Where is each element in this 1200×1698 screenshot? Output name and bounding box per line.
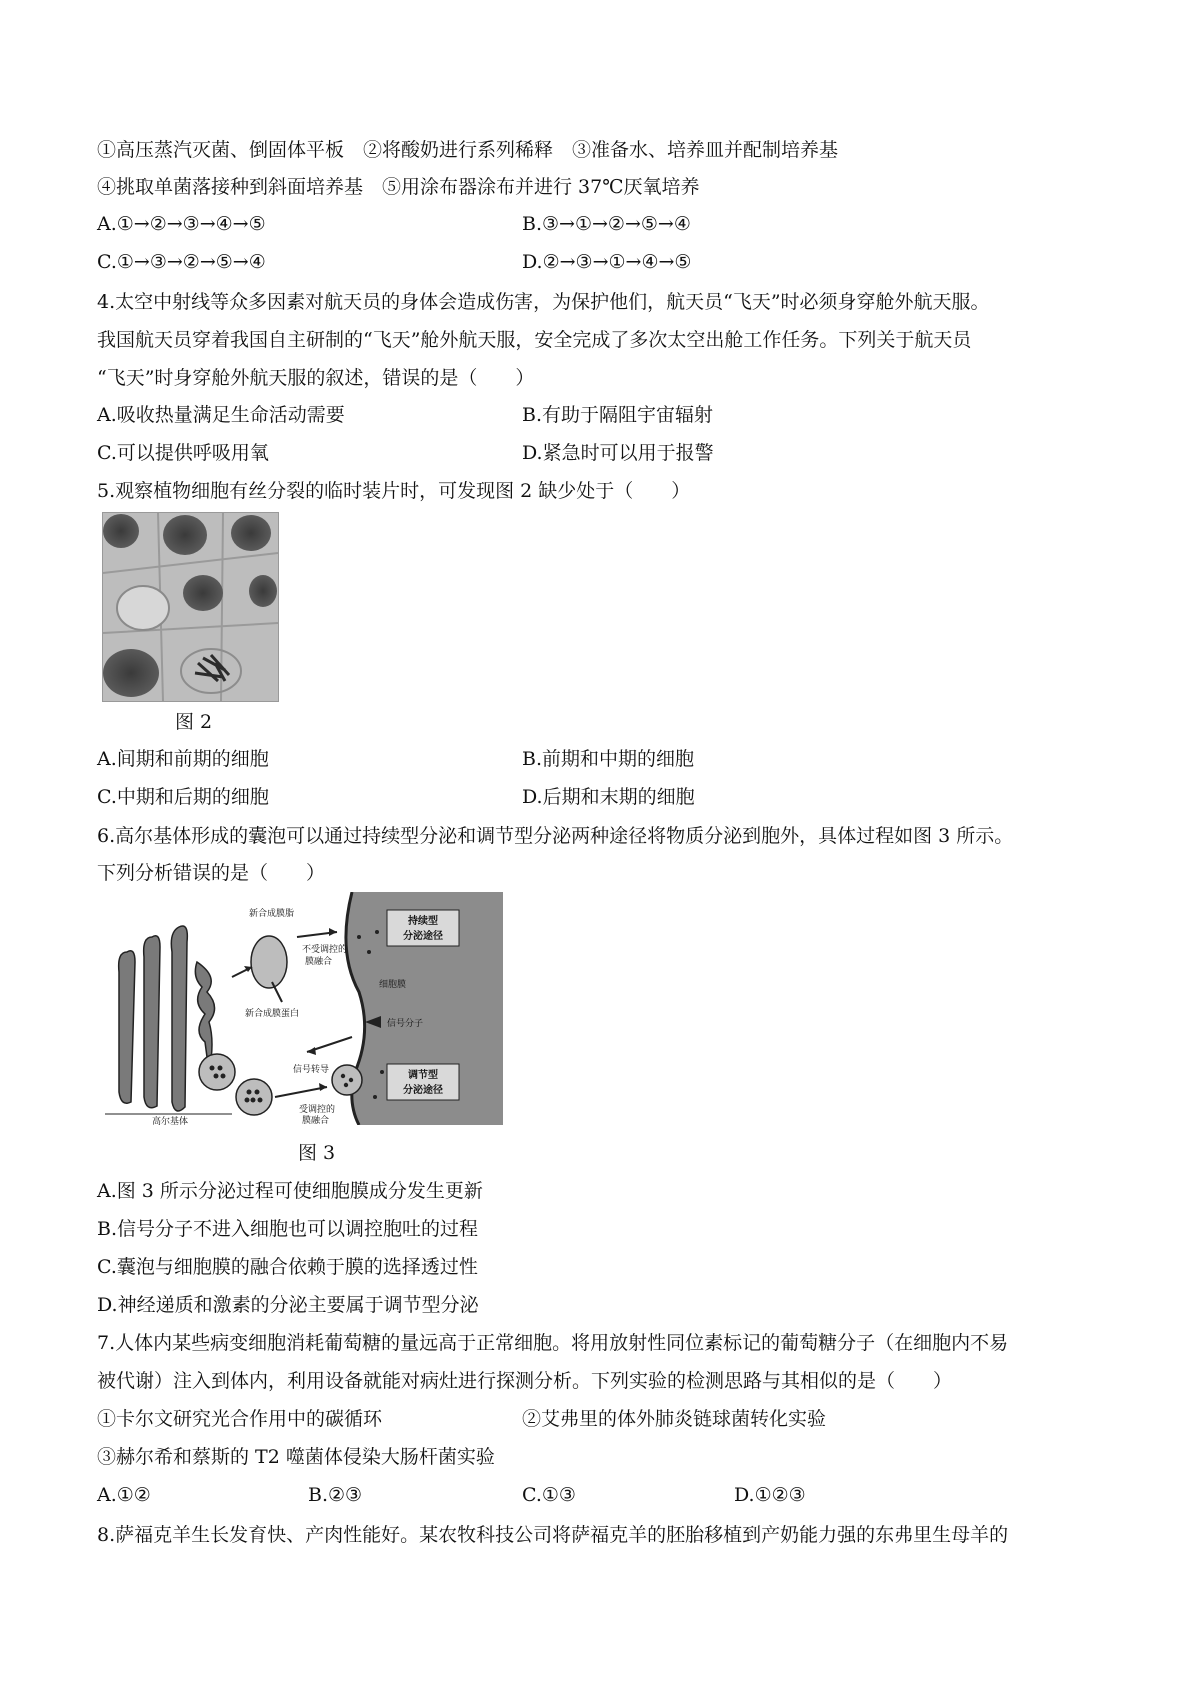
q4-option-a: A.吸收热量满足生命活动需要 (97, 404, 345, 426)
q4-option-c: C.可以提供呼吸用氧 (97, 442, 269, 464)
q7-option-b: B.②③ (308, 1484, 363, 1506)
q3-steps-line2: ④挑取单菌落接种到斜面培养基 ⑤用涂布器涂布并进行 37℃厌氧培养 (97, 176, 700, 198)
q3-option-b: B.③→①→②→⑤→④ (522, 213, 691, 235)
q4-stem-line2: 我国航天员穿着我国自主研制的“飞天”舱外航天服，安全完成了多次太空出舱工作任务。下列关于航天员 (97, 329, 972, 351)
q5-option-a: A.间期和前期的细胞 (97, 748, 269, 770)
q5-option-b: B.前期和中期的细胞 (522, 748, 695, 770)
q3-option-a: A.①→②→③→④→⑤ (97, 213, 266, 235)
label-new-membrane-protein: 新合成膜蛋白 (245, 1009, 300, 1019)
q5-stem: 5.观察植物细胞有丝分裂的临时装片时，可发现图 2 缺少处于（ ） (97, 480, 691, 502)
label-constitutive-2: 分泌途径 (403, 931, 443, 942)
label-unregulated-fusion-2: 膜融合 (305, 957, 333, 967)
label-signal-transduction: 信号转导 (293, 1065, 330, 1075)
q4-stem-line3: “飞天”时身穿舱外航天服的叙述，错误的是（ ） (97, 367, 535, 389)
q6-option-a: A.图 3 所示分泌过程可使细胞膜成分发生更新 (97, 1180, 483, 1202)
figure-3-caption: 图 3 (298, 1142, 336, 1164)
q4-option-d: D.紧急时可以用于报警 (522, 442, 714, 464)
q8-stem-line1: 8.萨福克羊生长发育快、产肉性能好。某农牧科技公司将萨福克羊的胚胎移植到产奶能力强的东弗里生母羊的 (97, 1524, 1009, 1546)
q7-option-a: A.①② (97, 1484, 151, 1506)
label-unregulated-fusion-1: 不受调控的 (302, 945, 348, 955)
q6-stem-line2: 下列分析错误的是（ ） (97, 862, 326, 884)
q3-option-d: D.②→③→①→④→⑤ (522, 251, 692, 273)
q7-stem-line1: 7.人体内某些病变细胞消耗葡萄糖的量远高于正常细胞。将用放射性同位素标记的葡萄糖分子（在细胞内不易 (97, 1332, 1009, 1354)
q3-option-c: C.①→③→②→⑤→④ (97, 251, 266, 273)
label-signal-molecule: 信号分子 (387, 1019, 424, 1029)
q7-option-c: C.①③ (522, 1484, 576, 1506)
q6-option-b: B.信号分子不进入细胞也可以调控胞吐的过程 (97, 1218, 479, 1240)
label-new-membrane-lipid: 新合成膜脂 (249, 909, 295, 919)
q3-steps-line1: ①高压蒸汽灭菌、倒固体平板 ②将酸奶进行系列稀释 ③准备水、培养皿并配制培养基 (97, 139, 839, 161)
q4-stem-line1: 4.太空中射线等众多因素对航天员的身体会造成伤害，为保护他们，航天员“飞天”时必须身穿舱外航天服。 (97, 291, 990, 313)
label-cell-membrane: 细胞膜 (379, 980, 407, 990)
q5-option-d: D.后期和末期的细胞 (522, 786, 695, 808)
label-regulated-fusion-1: 受调控的 (299, 1105, 336, 1115)
figure-2-micrograph (102, 512, 279, 702)
q7-item-3: ③赫尔希和蔡斯的 T2 噬菌体侵染大肠杆菌实验 (97, 1446, 495, 1468)
q7-item-2: ②艾弗里的体外肺炎链球菌转化实验 (522, 1408, 827, 1430)
figure-3-secretion-diagram (97, 892, 503, 1125)
label-regulated-fusion-2: 膜融合 (302, 1116, 330, 1125)
label-regulated-2: 分泌途径 (403, 1085, 443, 1096)
q5-option-c: C.中期和后期的细胞 (97, 786, 269, 808)
label-regulated-1: 调节型 (408, 1070, 438, 1081)
q7-item-1: ①卡尔文研究光合作用中的碳循环 (97, 1408, 383, 1430)
q7-option-d: D.①②③ (734, 1484, 806, 1506)
q6-option-d: D.神经递质和激素的分泌主要属于调节型分泌 (97, 1294, 479, 1316)
q6-stem-line1: 6.高尔基体形成的囊泡可以通过持续型分泌和调节型分泌两种途径将物质分泌到胞外，具体过程如图 3 所示。 (97, 825, 1014, 847)
label-golgi: 高尔基体 (152, 1117, 189, 1125)
q4-option-b: B.有助于隔阻宇宙辐射 (522, 404, 714, 426)
figure-2-caption: 图 2 (175, 711, 213, 733)
label-constitutive-1: 持续型 (408, 916, 438, 927)
q7-stem-line2: 被代谢）注入到体内，利用设备就能对病灶进行探测分析。下列实验的检测思路与其相似的是（ ） (97, 1370, 953, 1392)
q6-option-c: C.囊泡与细胞膜的融合依赖于膜的选择透过性 (97, 1256, 478, 1278)
